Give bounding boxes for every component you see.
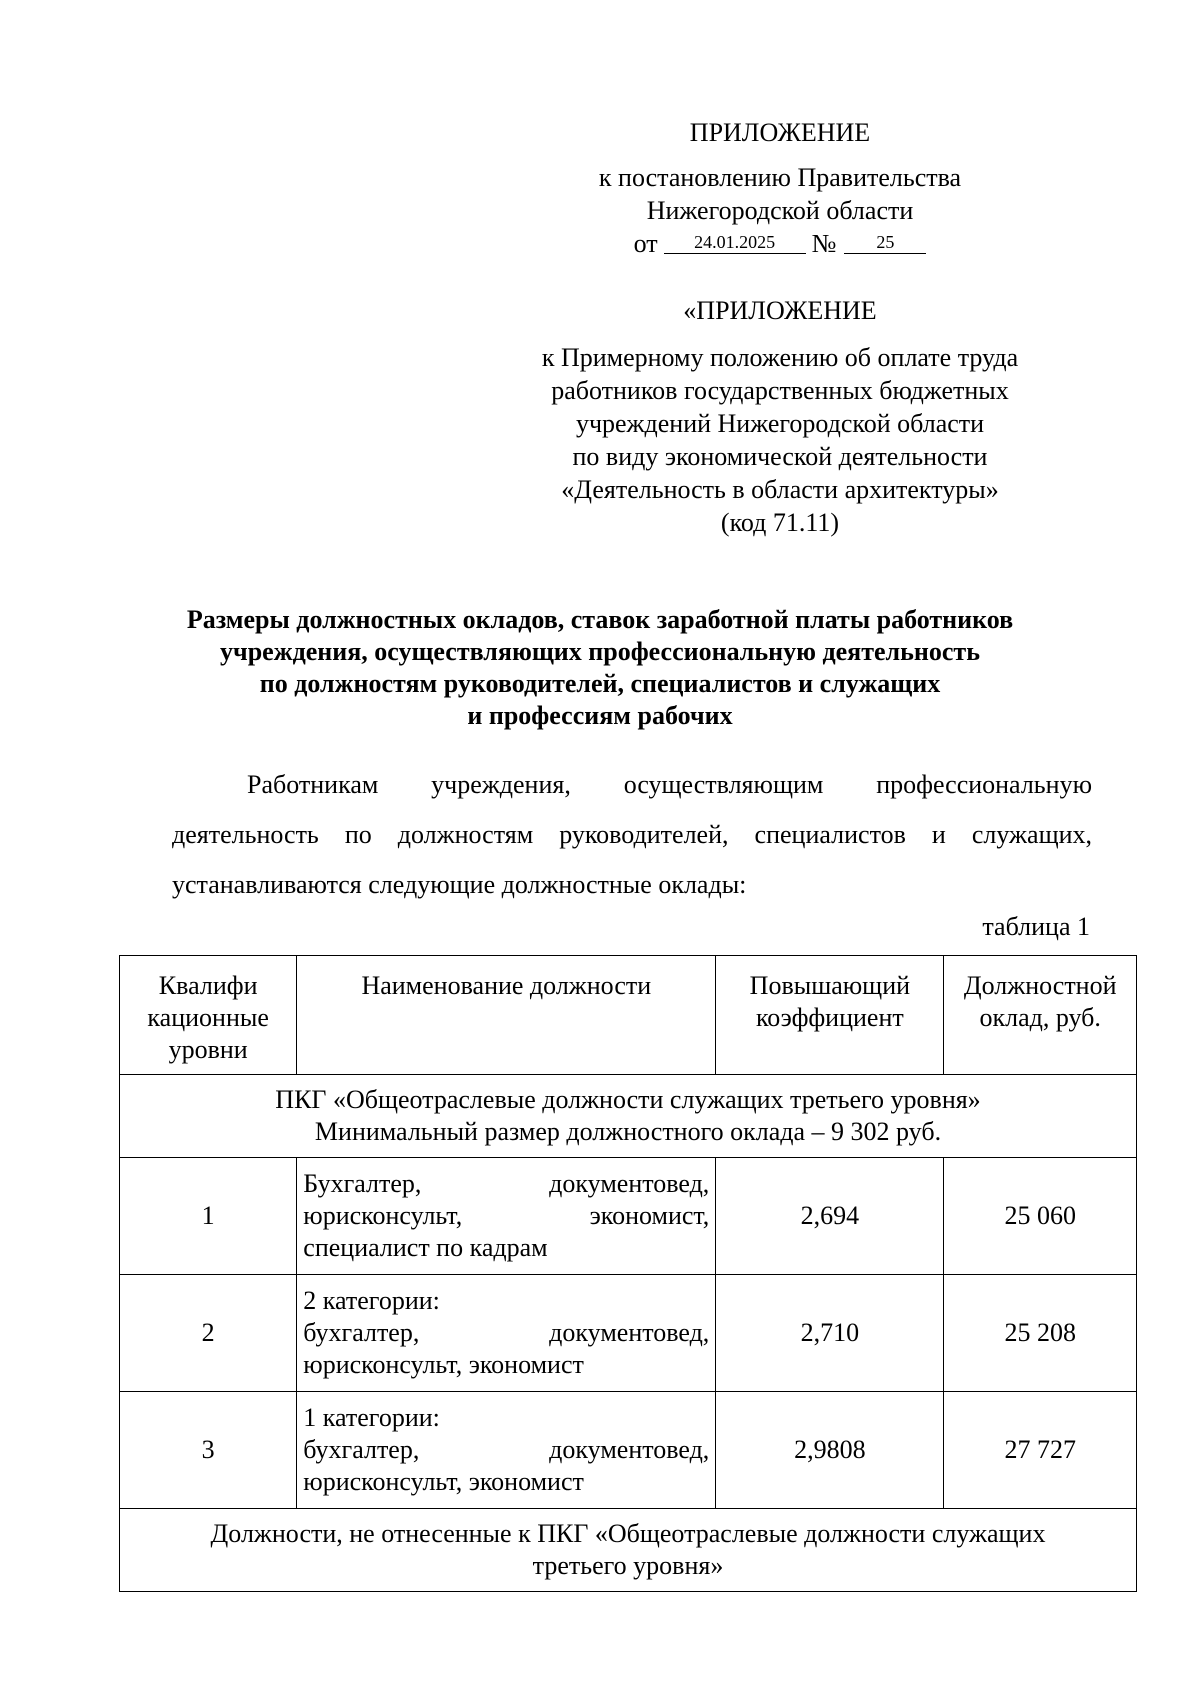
resolution-date: 24.01.2025 <box>664 231 806 254</box>
salary-table <box>119 955 1137 1592</box>
sub-header-line: учреждений Нижегородской области <box>575 409 985 438</box>
position-line: юрисконсульт, экономист <box>303 1467 584 1496</box>
table-footer-row <box>120 1509 1137 1592</box>
header-qualification-levels <box>120 956 297 1075</box>
position-line: бухгалтер, документовед, <box>303 1318 710 1347</box>
resolution-line: Нижегородской области <box>646 196 914 225</box>
sub-appendix-header <box>515 294 1045 539</box>
position-line: бухгалтер, документовед, <box>303 1435 710 1464</box>
footer-text: третьего уровня» <box>532 1551 724 1580</box>
document-title-line: учреждения, осуществляющих профессиональную деятельность <box>220 637 980 666</box>
appendix-header <box>560 116 1000 260</box>
group-cell <box>120 1075 1137 1158</box>
salary-cell: 27 727 <box>944 1392 1137 1509</box>
document-title-line: и профессиям рабочих <box>467 701 733 730</box>
position-line: Бухгалтер, документовед, <box>303 1169 710 1198</box>
header-position-name <box>297 956 716 1075</box>
sub-header-line: по виду экономической деятельности <box>572 442 988 471</box>
group-title: ПКГ «Общеотраслевые должности служащих третьего уровня» <box>275 1085 981 1114</box>
table-header-row <box>120 956 1137 1075</box>
position-line: 2 категории: <box>303 1286 440 1315</box>
header-text: оклад, руб. <box>979 1003 1101 1032</box>
header-text: кационные <box>147 1003 269 1032</box>
header-coefficient <box>716 956 944 1075</box>
sub-header-line: (код 71.11) <box>720 508 840 537</box>
header-text: Квалифи <box>158 971 258 1000</box>
position-line: 1 категории: <box>303 1403 440 1432</box>
document-title <box>150 604 1050 732</box>
position-line: специалист по кадрам <box>303 1233 548 1262</box>
sub-header-line: работников государственных бюджетных <box>551 376 1009 405</box>
date-number-line <box>634 227 927 260</box>
sub-header-line: к Примерному положению об оплате труда <box>541 343 1019 372</box>
level-cell: 2 <box>120 1275 297 1392</box>
table-row <box>120 1158 1137 1275</box>
appendix-title: ПРИЛОЖЕНИЕ <box>689 118 871 147</box>
position-cell <box>297 1158 716 1275</box>
level-cell: 1 <box>120 1158 297 1275</box>
footer-cell <box>120 1509 1137 1592</box>
position-line: юрисконсульт, экономист <box>303 1350 584 1379</box>
table-row <box>120 1275 1137 1392</box>
resolution-line: к постановлению Правительства <box>598 163 962 192</box>
sub-header-line: «Деятельность в области архитектуры» <box>561 475 999 504</box>
group-min-salary: Минимальный размер должностного оклада – 9 302 руб. <box>314 1117 942 1146</box>
document-title-line: по должностям руководителей, специалистов и служащих <box>259 669 941 698</box>
document-title-line: Размеры должностных окладов, ставок заработной платы работников <box>186 605 1014 634</box>
salary-cell: 25 060 <box>944 1158 1137 1275</box>
header-text: коэффициент <box>755 1003 904 1032</box>
resolution-number: 25 <box>844 231 926 254</box>
salary-cell: 25 208 <box>944 1275 1137 1392</box>
header-text: Наименование должности <box>361 971 652 1000</box>
coefficient-cell: 2,694 <box>716 1158 944 1275</box>
footer-text: Должности, не отнесенные к ПКГ «Общеотраслевые должности служащих <box>210 1519 1046 1548</box>
header-text: Должностной <box>963 971 1117 1000</box>
coefficient-cell: 2,710 <box>716 1275 944 1392</box>
header-text: уровни <box>168 1035 248 1064</box>
number-sign: № <box>811 229 837 258</box>
table-row <box>120 1392 1137 1509</box>
coefficient-cell: 2,9808 <box>716 1392 944 1509</box>
position-cell <box>297 1275 716 1392</box>
table-group-row <box>120 1075 1137 1158</box>
position-line: юрисконсульт, экономист, <box>303 1201 710 1230</box>
sub-appendix-title: «ПРИЛОЖЕНИЕ <box>683 296 877 325</box>
header-text: Повышающий <box>749 971 911 1000</box>
intro-paragraph: Работникам учреждения, осуществляющим профессиональную деятельность по должностям руководителей, специалистов и служащих, устанавливаются следующие должностные оклады: <box>172 770 1092 899</box>
position-cell <box>297 1392 716 1509</box>
header-salary <box>944 956 1137 1075</box>
level-cell: 3 <box>120 1392 297 1509</box>
table-caption: таблица 1 <box>982 912 1090 941</box>
date-prefix: от <box>633 229 658 258</box>
